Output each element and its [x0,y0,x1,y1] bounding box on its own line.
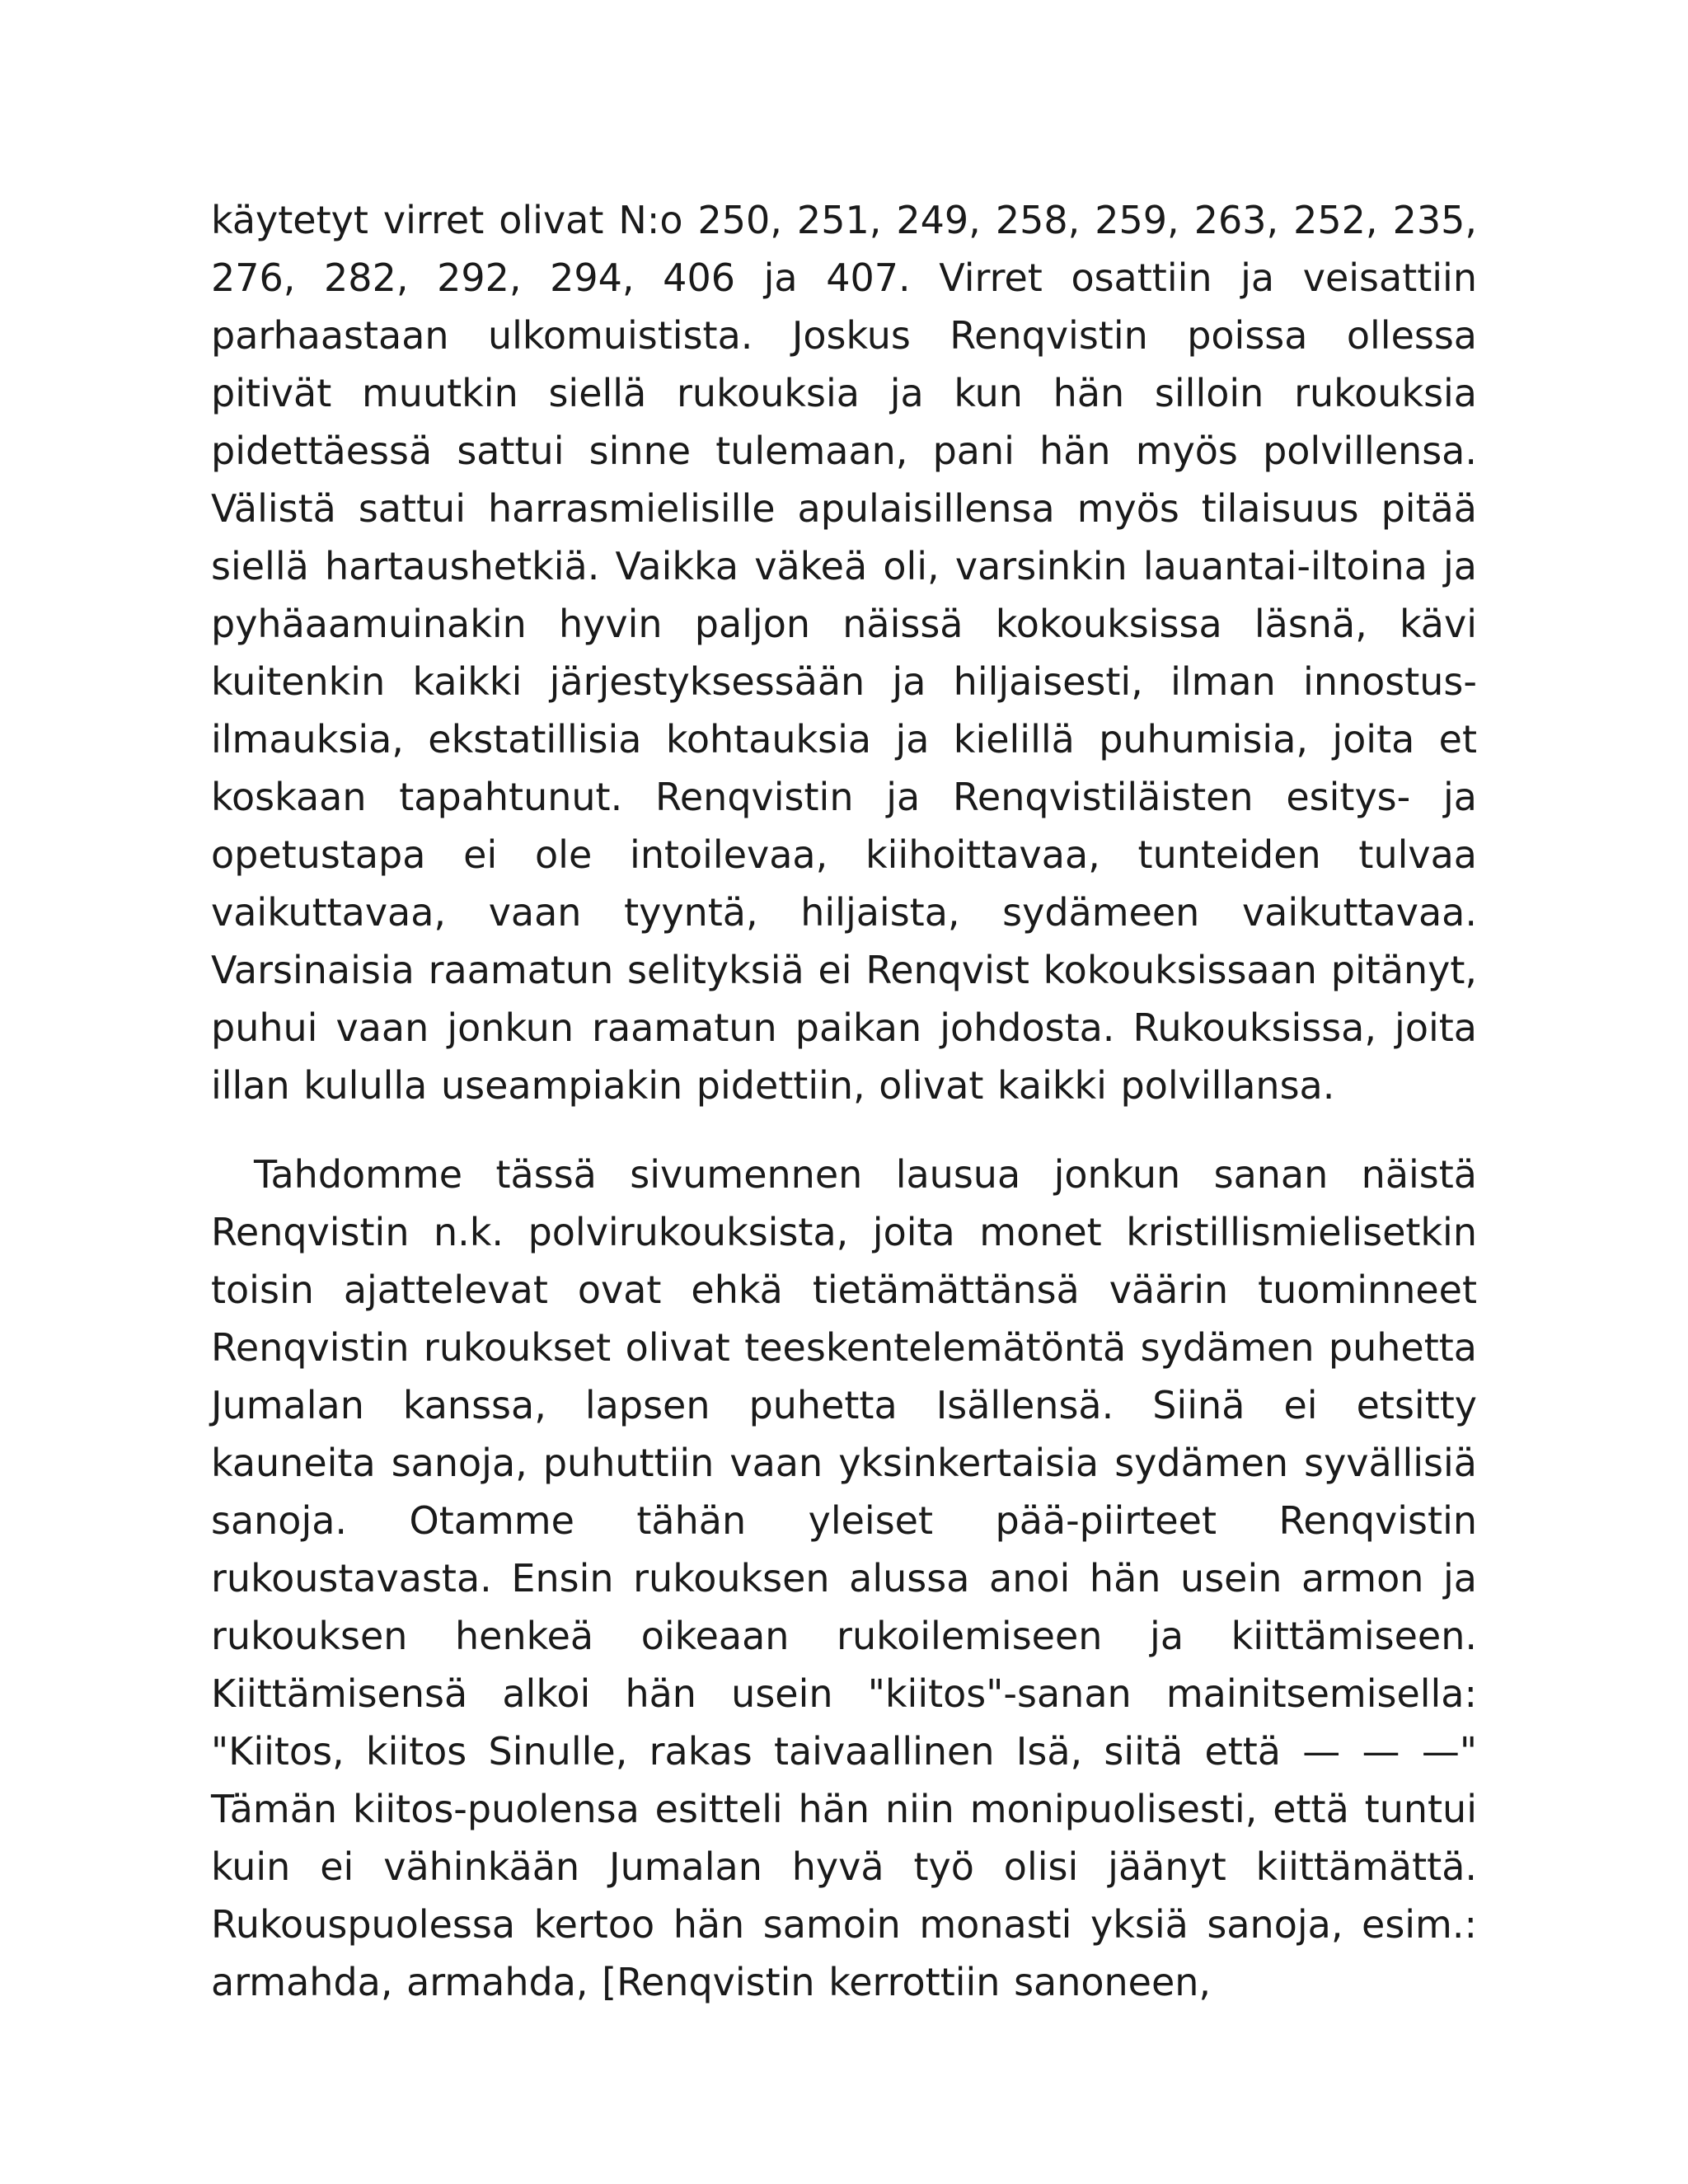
body-paragraph-1: käytetyt virret olivat N:o 250, 251, 249, 258, 259, 263, 252, 235, 276, 282, 292, 294, 406 ja 407. Virret osattiin ja veisattiin parhaastaan ulkomuistista. Joskus Renqvistin poissa ollessa pitivät muutkin siellä rukouksia ja kun hän silloin rukouksia pidettäessä sattui sinne tulemaan, pani hän myös polvillensa. Välistä sattui harrasmielisille apulaisillensa myös tilaisuus pitää siellä hartaushetkiä. Vaikka väkeä oli, varsinkin lauantai-iltoina ja pyhäaamuinakin hyvin paljon näissä kokouksissa läsnä, kävi kuitenkin kaikki järjestyksessään ja hiljaisesti, ilman innostus-ilmauksia, ekstatillisia kohtauksia ja kielillä puhumisia, joita et koskaan tapahtunut. Renqvistin ja Renqvistiläisten esitys- ja opetustapa ei ole intoilevaa, kiihoittavaa, tunteiden tulvaa vaikuttavaa, vaan tyyntä, hiljaista, sydämeen vaikuttavaa. Varsinaisia raamatun selityksiä ei Renqvist kokouksissaan pitänyt, puhui vaan jonkun raamatun paikan johdosta. Rukouksissa, joita illan kululla useampiakin pidettiin, olivat kaikki polvillansa. [211,198,1477,1108]
document-page [211,191,1477,2011]
body-paragraph-2: Tahdomme tässä sivumennen lausua jonkun sanan näistä Renqvistin n.k. polvirukouksista, joita monet kristillismielisetkin toisin ajattelevat ovat ehkä tietämättänsä väärin tuominneet Renqvistin rukoukset olivat teeskentelemätöntä sydämen puhetta Jumalan kanssa, lapsen puhetta Isällensä. Siinä ei etsitty kauneita sanoja, puhuttiin vaan yksinkertaisia sydämen syvällisiä sanoja. Otamme tähän yleiset pää-piirteet Renqvistin rukoustavasta. Ensin rukouksen alussa anoi hän usein armon ja rukouksen henkeä oikeaan rukoilemiseen ja kiittämiseen. Kiittämisensä alkoi hän usein "kiitos"-sanan mainitsemisella: "Kiitos, kiitos Sinulle, rakas taivaallinen Isä, siitä että — — —" Tämän kiitos-puolensa esitteli hän niin monipuolisesti, että tuntui kuin ei vähinkään Jumalan hyvä työ olisi jäänyt kiittämättä. Rukouspuolessa kertoo hän samoin monasti yksiä sanoja, esim.: armahda, armahda, [Renqvistin kerrottiin sanoneen, [211,1152,1477,2004]
